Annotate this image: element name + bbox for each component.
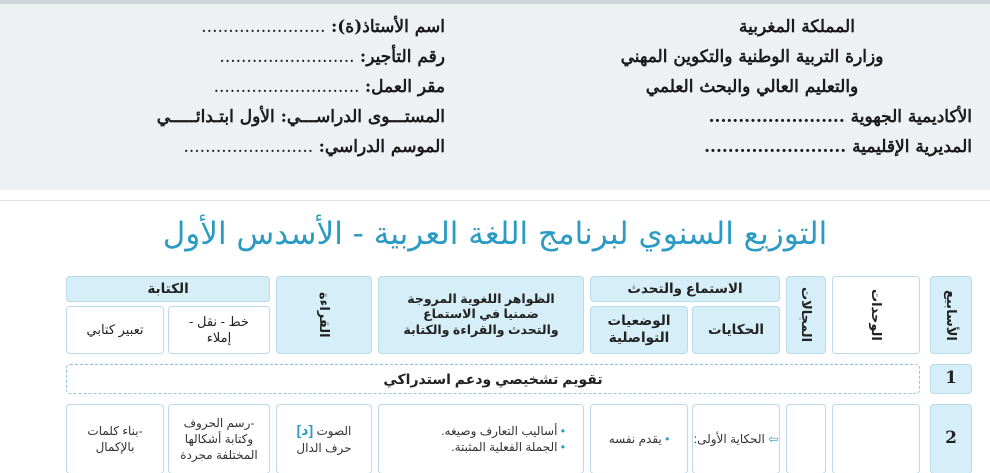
header-stories: الحكايات [692, 306, 780, 354]
row2-unit-cell [832, 404, 920, 473]
row2-communicative-cell [590, 404, 688, 473]
header-writing: الكتابة [66, 276, 270, 302]
row2-reading-letter: [د] [296, 422, 314, 439]
school-year-value: ........................ [183, 137, 319, 157]
story-marker-icon: ⇦ [764, 431, 779, 446]
row2-composition: -بناء كلمات بالإكمال [66, 404, 164, 473]
row2-reading-cell [276, 404, 372, 473]
employee-number-line [25, 42, 445, 72]
list-item: • الجملة الفعلية المثبتة. [441, 439, 565, 455]
workplace-line [25, 72, 445, 102]
row1-week-number: 1 [930, 364, 972, 394]
header-handwriting: خط - نقل - إملاء [168, 306, 270, 354]
level-label: المستـــوى الدراســـي: [280, 107, 445, 127]
page-title: التوزيع السنوي لبرنامج اللغة العربية - الأسدس الأول [162, 216, 828, 252]
row2-story: الحكاية الأولى: [693, 431, 765, 446]
directorate-line: المديرية الإقليمية ........................ [704, 137, 972, 157]
row2-story-cell [692, 404, 780, 473]
row2-reading-rest: حرف الدال [296, 441, 352, 456]
row2-handwriting: -رسم الحروف وكتابة أشكالها المختلفة مجردة [168, 404, 270, 473]
teacher-name-value: ....................... [201, 17, 331, 37]
row2-phenomena-list [441, 423, 565, 455]
header-communicative: الوضعيات التواصلية [590, 306, 688, 354]
document-header [0, 0, 990, 190]
row1-diagnostic-assessment: تقويم تشخيصي ودعم استدراكي [66, 364, 920, 394]
higher-ed-line: والتعليم العالي والبحث العلمي [645, 77, 859, 97]
ministry-line: وزارة التربية الوطنية والتكوين المهني [620, 47, 884, 67]
bullet-icon: • [661, 431, 670, 446]
academy-line: الأكاديمية الجهوية ....................... [708, 107, 972, 127]
header-weeks: الأسابيع [930, 276, 972, 354]
row2-phenomena-cell [378, 404, 584, 473]
header-divider [0, 200, 990, 201]
header-units: الوحدات [832, 276, 920, 354]
teacher-name-label: اسم الأستاذ(ة): [330, 17, 445, 37]
school-year-label: الموسم الدراسي: [318, 137, 445, 157]
workplace-label: مقر العمل: [364, 77, 445, 97]
row2-field-cell [786, 404, 826, 473]
level-line [25, 102, 445, 132]
row2-week-number: 2 [930, 404, 972, 473]
kingdom-line: المملكة المغربية [739, 17, 855, 37]
ministry-block [532, 12, 972, 162]
row2-communicative: يقدم نفسه [608, 431, 662, 446]
header-linguistic-phenomena: الظواهر اللغوية المروجة ضمنيا في الاستماع والتحدث والقراءة والكتابة [378, 276, 584, 354]
row2-reading-sound: الصوت [316, 424, 352, 439]
list-item: • أساليب التعارف وصيغه. [441, 423, 565, 439]
school-year-line [25, 132, 445, 162]
header-fields: المجالات [786, 276, 826, 354]
level-value: الأول ابتـدائـــــي [156, 107, 281, 127]
header-listening-speaking: الاستماع والتحدث [590, 276, 780, 302]
employee-number-label: رقم التأجير: [359, 47, 445, 67]
teacher-info-block [25, 12, 445, 162]
employee-number-value: ......................... [219, 47, 360, 67]
workplace-value: ........................... [213, 77, 365, 97]
teacher-name-line [25, 12, 445, 42]
header-composition: تعبير كتابي [66, 306, 164, 354]
header-reading: القراءة [276, 276, 372, 354]
